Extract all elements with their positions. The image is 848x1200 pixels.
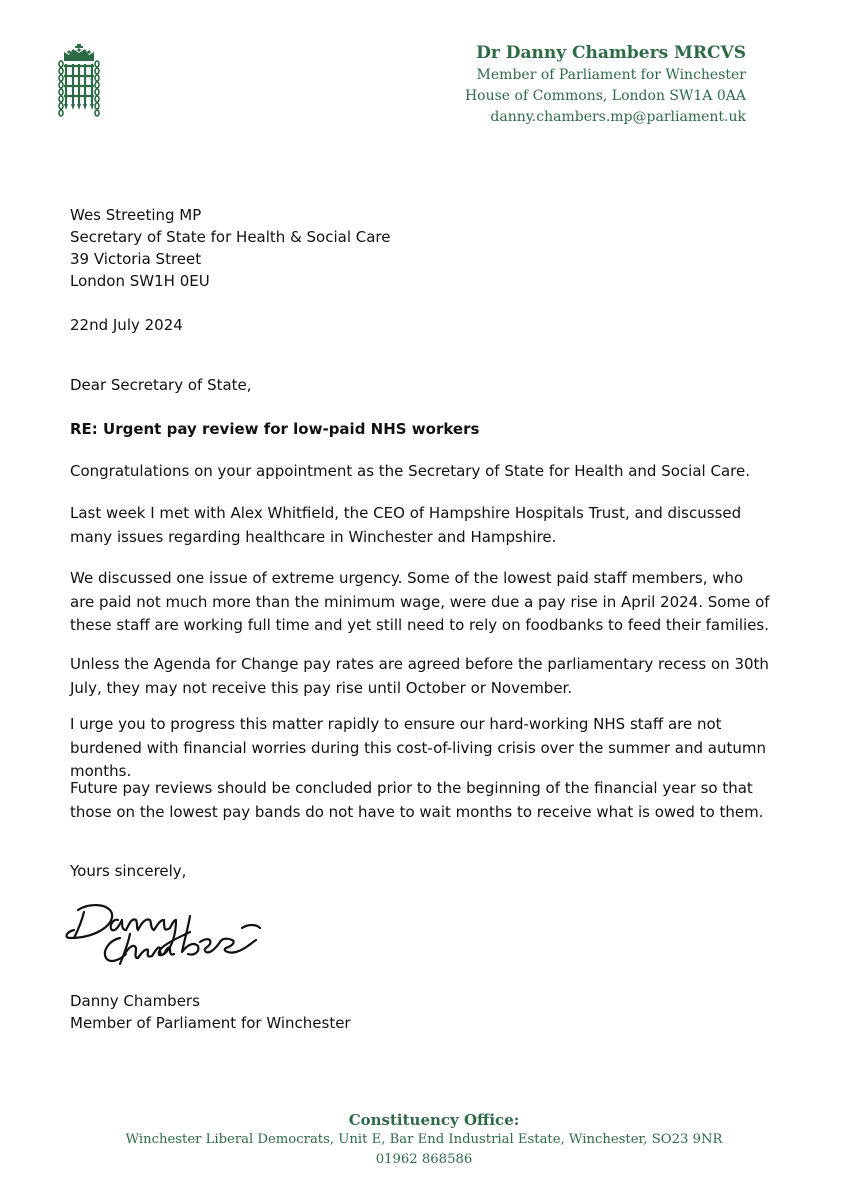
sender-role: Member of Parliament for Winchester bbox=[476, 67, 746, 83]
paragraph-2: Last week I met with Alex Whitfield, the CEO of Hampshire Hospitals Trust, and discussed many issues regarding healthcare in Winchester and Hampshire. bbox=[70, 504, 742, 546]
sender-email[interactable]: danny.chambers.mp@parliament.uk bbox=[490, 109, 746, 125]
footer-address: Winchester Liberal Democrats, Unit E, Bar End Industrial Estate, Winchester, SO23 9NR bbox=[125, 1132, 723, 1147]
footer-phone: 01962 868586 bbox=[375, 1152, 473, 1167]
recipient-address bbox=[70, 204, 770, 292]
letter-date: 22nd July 2024 bbox=[70, 316, 183, 334]
paragraph-6: Future pay reviews should be concluded prior to the beginning of the financial year so that those on the lowest pay bands do not have to wait months to receive what is owed to them. bbox=[70, 779, 764, 821]
signatory-block bbox=[70, 990, 770, 1034]
sender-address: House of Commons, London SW1A 0AA bbox=[464, 88, 746, 104]
paragraph-3: We discussed one issue of extreme urgency. Some of the lowest paid staff members, who are paid not much more than the minimum wage, were due a pay rise in April 2024. Some of these staff are working full time and yet still need to rely on foodbanks to feed their families. bbox=[70, 569, 770, 634]
constituency-office-footer bbox=[0, 1110, 848, 1170]
recipient-city: London SW1H 0EU bbox=[70, 272, 210, 290]
recipient-name: Wes Streeting MP bbox=[70, 206, 202, 224]
salutation: Dear Secretary of State, bbox=[70, 376, 252, 394]
paragraph-1: Congratulations on your appointment as the Secretary of State for Health and Social Care. bbox=[70, 462, 750, 480]
recipient-title: Secretary of State for Health & Social Care bbox=[70, 228, 391, 246]
subject-line: RE: Urgent pay review for low-paid NHS workers bbox=[70, 420, 480, 438]
signatory-name: Danny Chambers bbox=[70, 992, 200, 1010]
portcullis-logo bbox=[58, 44, 100, 136]
sender-name: Dr Danny Chambers MRCVS bbox=[476, 43, 746, 63]
footer-title: Constituency Office: bbox=[348, 1111, 520, 1129]
paragraph-4: Unless the Agenda for Change pay rates are agreed before the parliamentary recess on 30th July, they may not receive this pay rise until October or November. bbox=[70, 655, 769, 697]
letterhead bbox=[465, 42, 746, 128]
paragraph-5: I urge you to progress this matter rapidly to ensure our hard-working NHS staff are not burdened with financial worries during this cost-of-living crisis over the summer and autumn months. bbox=[70, 715, 766, 780]
handwritten-signature bbox=[60, 898, 275, 973]
closing: Yours sincerely, bbox=[70, 862, 187, 880]
signatory-title: Member of Parliament for Winchester bbox=[70, 1014, 351, 1032]
recipient-street: 39 Victoria Street bbox=[70, 250, 202, 268]
